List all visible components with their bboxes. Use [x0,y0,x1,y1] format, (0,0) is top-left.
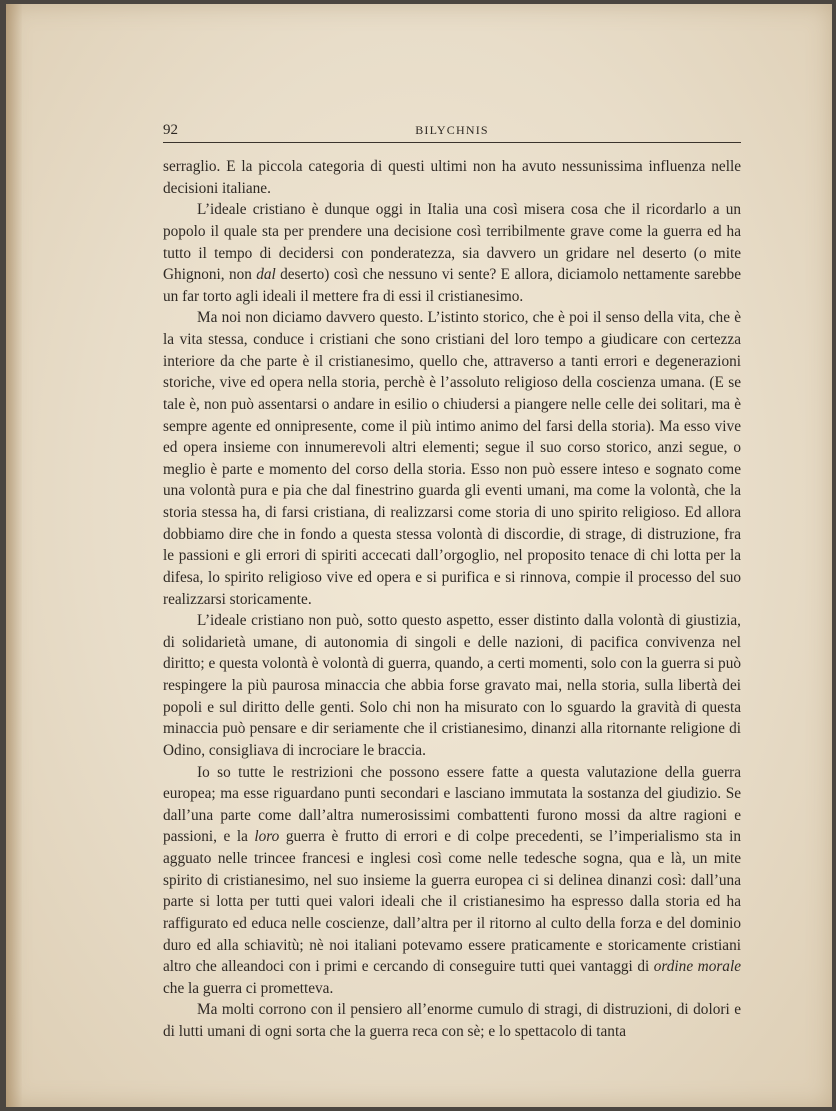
page-header [163,120,741,143]
paragraph [163,199,741,307]
text-run: Ma molti corrono con il pensiero all’enorme cumulo di stragi, di distruzioni, di dolori e di lutti umani di ogni sorta che la guerra reca con sè; e lo spettacolo di tanta [163,1001,741,1040]
paragraph [163,999,741,1042]
italic-text: loro [254,828,280,846]
paragraph [163,610,741,761]
paragraph [163,762,741,1000]
page-number: 92 [163,122,178,138]
text-run: che la guerra ci prometteva. [163,979,334,997]
paragraph [163,307,741,610]
italic-text: ordine morale [653,958,741,976]
text-run: Io so tutte le restrizioni che possono essere fatte a questa valutazione della guerra europea; ma esse riguardano punti secondari e lasciano immutata la sostanza del giudizio. Se dall’una parte come dall’altra numerosissimi combattenti furono mossi da altre ragioni e passioni, e la [163,763,741,846]
text-run: L’ideale cristiano è dunque oggi in Italia una così misera cosa che il ricordarlo a un popolo il quale sta per prendere una decisione così terribilmente grave come la guerra ed ha tutto il tempo di decidersi con ponderatezza, sia davvero un gridare nel deserto (o mite Ghignoni, non [163,201,741,284]
paragraph [163,156,741,199]
book-page [6,4,832,1107]
text-run: guerra è frutto di errori e di colpe precedenti, se l’imperialismo sta in agguato nelle trincee francesi e inglesi così come nelle tedesche sogna, qua e là, un mite spirito di cristianesimo, nel suo insieme la guerra europea ci si delinea dinanzi così: dall’una parte si lotta per tutti quei valori ideali che il cristianesimo ha espresso dalla storia ed ha raffigurato ed educa nelle coscienze, dall’altra per il ritorno al culto della forza e del dominio duro ed alla schiavitù; nè noi italiani potevamo essere praticamente e storicamente cristiani altro che alleandoci con i primi e cercando di conseguire tutti quei vantaggi di [163,828,741,976]
text-run: serraglio. E la piccola categoria di questi ultimi non ha avuto nessunissima influenza nelle decisioni italiane. [163,158,741,197]
running-head: BILYCHNIS [415,123,489,137]
text-run: L’ideale cristiano non può, sotto questo aspetto, esser distinto dalla volontà di giustizia, di solidarietà umane, di autonomia di singoli e delle nazioni, di pacifica convivenza nel diritto; e questa volontà è volontà di guerra, quando, a certi momenti, solo con la guerra si può respingere la più paurosa minaccia che abbia forse gravato mai, nella storia, sulla libertà dei popoli e sul diritto delle genti. Solo chi non ha misurato con lo sguardo la gravità di questa minaccia può pensare e dir seriamente che il cristianesimo, dinanzi alla ritornante religione di Odino, consigliava di incrociare le braccia. [163,612,741,759]
text-run: deserto) così che nessuno vi sente? E allora, diciamolo nettamente sarebbe un far torto agli ideali il mettere fra di essi il cristianesimo. [163,266,741,305]
text-run: Ma noi non diciamo davvero questo. L’istinto storico, che è poi il senso della vita, che è la vita stessa, conduce i cristiani che sono cristiani del loro tempo a giudicare con certezza interiore da che parte è il cristianesimo, quello che, attraverso a tanti errori e degenerazioni storiche, vive ed opera nella storia, perchè è l’assoluto religioso della coscienza umana. (E se tale è, non può assentarsi o andare in esilio o chiudersi a piangere nelle celle dei solitari, ma è sempre agente ed onnipresente, come il più intimo animo del farsi della storia). Ma esso vive ed opera insieme con innumerevoli altri elementi; segue il suo corso storico, anzi segue, o meglio è parte e momento del corso della storia. Esso non può essere inteso e sognato come una volontà pura e pia che dal finestrino guarda gli eventi umani, ma come la volontà, che la storia stessa ha, di farsi cristiana, di realizzarsi come storia di uno spirito religioso. Ed allora dobbiamo dire che in fondo a questa stessa volontà di discordie, di strage, di distruzione, fra le passioni e gli errori di spiriti accecati dall’orgoglio, nel proposito tenace di chi lotta per la difesa, lo spirito religioso vive ed opera e si purifica e si rinnova, compie il processo del suo realizzarsi storicamente. [163,309,741,608]
body-text [163,156,741,1043]
page-binding-edge [6,4,22,1107]
italic-text: dal [256,266,276,284]
